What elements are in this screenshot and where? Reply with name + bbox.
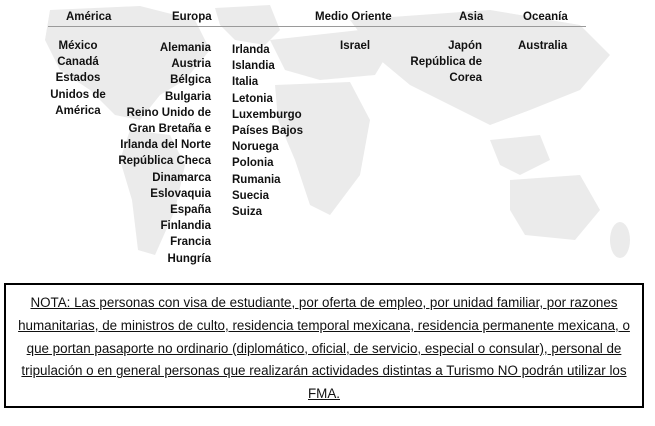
header-america: América <box>66 11 112 23</box>
america-list <box>50 38 106 119</box>
list-item: Australia <box>518 40 568 52</box>
list-item: Irlanda del Norte <box>120 139 211 152</box>
list-item: Finlandia <box>160 220 211 233</box>
list-item: Dinamarca <box>152 171 211 184</box>
list-item: Austria <box>171 58 211 71</box>
europa-list-2 <box>232 42 312 220</box>
list-item: España <box>170 204 211 217</box>
list-item: Hungría <box>167 252 211 265</box>
list-item: Islandia <box>232 60 275 73</box>
medio-oriente-list <box>340 38 400 54</box>
note-box <box>4 283 644 408</box>
europa-list-1 <box>104 40 211 267</box>
list-item: República Checa <box>118 155 211 168</box>
list-item: Bulgaria <box>164 90 211 103</box>
list-item: Italia <box>232 76 259 89</box>
list-item: Irlanda <box>232 44 270 56</box>
list-item: Israel <box>340 40 371 52</box>
header-divider <box>48 26 586 27</box>
list-item: Eslovaquia <box>150 187 211 200</box>
list-item: Noruega <box>232 141 279 154</box>
header-medio-oriente: Medio Oriente <box>315 11 392 23</box>
list-item: Luxemburgo <box>232 108 302 121</box>
list-item: Reino Unido de <box>126 106 211 119</box>
list-item: Suecia <box>232 189 270 202</box>
list-item: Corea <box>449 72 482 85</box>
oceania-list <box>518 38 588 54</box>
list-item: Suiza <box>232 206 263 219</box>
list-item: Polonia <box>232 157 274 170</box>
header-europa: Europa <box>172 11 212 23</box>
note-text: NOTA: Las personas con visa de estudiante, por oferta de empleo, por unidad familiar, por razones humanitarias, de ministros de culto, residencia temporal mexicana, residencia permanente mexicana, o que portan pasaporte no ordinario (diplomático, oficial, de servicio, especial o consular), personal de tripulación o en general personas que realizarán actividades distintas a Turismo NO podrán utilizar los FMA. <box>18 295 630 402</box>
list-item: Unidos de <box>50 88 106 101</box>
list-item: México <box>58 40 98 52</box>
list-item: Rumania <box>232 173 281 186</box>
list-item: Gran Bretaña e <box>128 123 211 136</box>
list-item: Países Bajos <box>232 125 303 138</box>
asia-list <box>400 38 482 87</box>
list-item: Bélgica <box>170 74 211 87</box>
list-item: Estados <box>55 72 101 85</box>
list-item: Francia <box>170 236 211 249</box>
list-item: Alemania <box>159 42 211 54</box>
list-item: República de <box>410 56 482 69</box>
header-oceania: Oceanía <box>523 11 568 23</box>
header-asia: Asia <box>459 11 484 23</box>
list-item: Letonia <box>232 92 273 105</box>
list-item: América <box>55 104 101 117</box>
list-item: Canadá <box>57 56 99 69</box>
list-item: Japón <box>448 40 482 52</box>
